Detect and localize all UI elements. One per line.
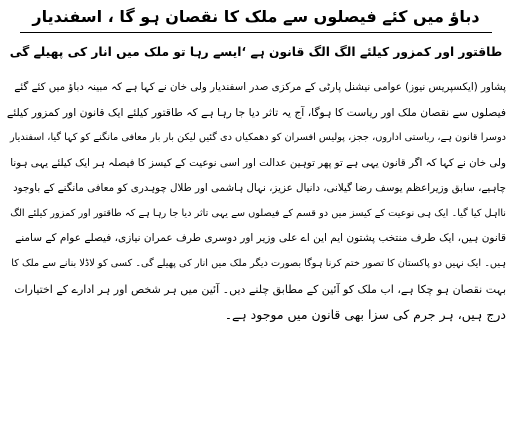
body-line: قانون ہیں، ایک طرف منتخب پشتون ایم این اے علی وزیر اور دوسری طرف عمران نیازی، فیصلے عوام کے سامنے [15,232,506,245]
primary-headline: دباؤ میں کئے فیصلوں سے ملک کا نقصان ہو گا ، اسفندیار [32,7,480,26]
body-line: ولی خان نے کہا کہ اگر قانون یہی ہے تو پھر توہین عدالت اور اسی نوعیت کے کیسز کا فیصلہ ہر ایک کیلئے یہی ہونا [10,156,506,169]
body-line: دوسرا قانون ہے، ریاستی اداروں، ججز، پولیس افسران کو دھمکیاں دی گئیں لیکن بار بار معافی مانگنے کو کہا گیا، اسفندیار [9,132,506,144]
body-line: ہیں۔ ایک نہیں دو پاکستان کا تصور ختم کرنا ہوگا بصورت دیگر ملک میں انار کی پھیلے گی۔ کسی کو لاڈلا بنانے سے ملک کا [11,258,506,270]
body-line: فیصلوں سے نقصان ملک اور ریاست کا ہوگا، آج یہ تاثر دیا جا رہا ہے کہ طاقتور کیلئے ایک قانون اور کمزور کیلئے [6,106,506,120]
headline-divider [20,32,492,33]
secondary-headline: طاقتور اور کمزور کیلئے الگ الگ قانون ہے ‘ایسے رہا تو ملک میں انار کی پھیلے گی [9,45,503,59]
body-line: درج ہیں، ہر جرم کی سزا بھی قانون میں موجود ہے۔ [224,306,506,322]
body-line: چاہیے، سابق وزیراعظم یوسف رضا گیلانی، دانیال عزیز، نہال ہاشمی اور طلال چوہدری کو معافی مانگنے کے باوجود [13,181,506,194]
body-line: نااہل کیا گیا۔ ایک ہی نوعیت کے کیسز میں دو قسم کے فیصلوں سے یہی تاثر دیا جا رہا ہے کہ طاقتور اور کمزور کیلئے الگ [10,207,506,219]
body-line: پشاور (ایکسپریس نیوز) عوامی نیشنل پارٹی کے مرکزی صدر اسفندیار ولی خان نے کہا ہے کہ مبینہ دباؤ میں کئے گئے [14,81,506,93]
article-body [6,75,506,327]
body-line: بہت نقصان ہو چکا ہے، اب ملک کو آئین کے مطابق چلنے دیں۔ آئین میں ہر شخص اور ہر ادارے کے اختیارات [14,282,506,296]
